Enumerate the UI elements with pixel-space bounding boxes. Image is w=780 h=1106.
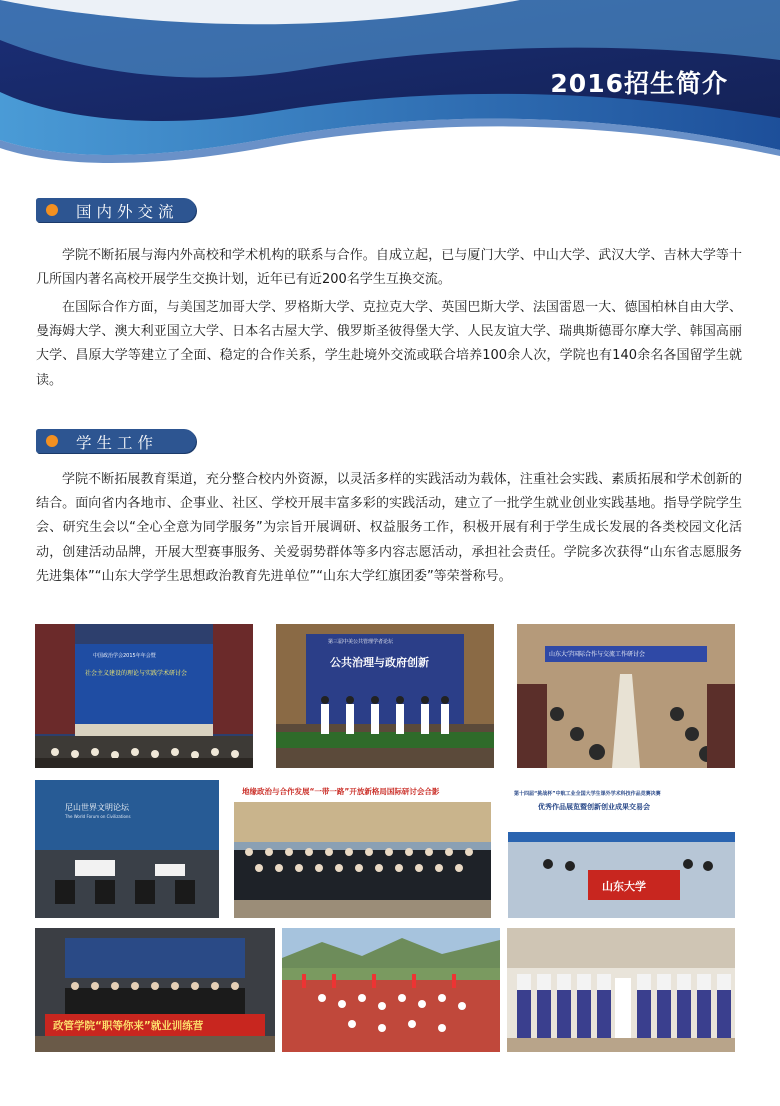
orange-bullet-icon (46, 204, 58, 216)
orange-bullet-icon (46, 435, 58, 447)
exchange-paragraph-1: 学院不断拓展与海内外高校和学术机构的联系与合作。自成立起，已与厦门大学、中山大学、武汉大学、吉林大学等十几所国内著名高校开展学生交换计划，近年已有近200名学生互换交流。 (36, 248, 742, 288)
section-header-exchange (36, 198, 196, 222)
photo-caption: 中国政治学会2015年年会暨 (93, 653, 156, 659)
photo-employment-camp (35, 928, 275, 1052)
photo-banner-text: 山东大学国际合作与交流工作研讨会 (549, 651, 646, 658)
exchange-paragraph-2: 在国际合作方面，与美国芝加哥大学、罗格斯大学、克拉克大学、英国巴斯大学、法国雷恩一大、德国柏林自由大学、曼海姆大学、澳大利亚国立大学、日本名古屋大学、俄罗斯圣彼得堡大学、人民友谊大学、瑞典斯德哥尔摩大学、韩国高丽大学、昌原大学等建立了全面、稳定的合作关系，学生赴境外交流或联合培养100余人次，学院也有140余名各国留学生就读。 (36, 300, 742, 388)
photo-banner-text: 地缘政治与合作发展“一带一路”开放新格局国际研讨会合影 (242, 787, 440, 796)
photo-caption: 第十四届“挑战杯”中航工业全国大学生课外学术科技作品竞赛决赛 (514, 791, 661, 797)
flag-text: 山东大学 (602, 880, 646, 893)
photo-political-science-conference (35, 624, 253, 768)
photo-subcaption: The World Forum on Civilizations (65, 814, 131, 819)
photo-public-governance-forum (276, 624, 494, 768)
photo-meeting-table (517, 624, 735, 768)
section-title: 国内外交流 (76, 203, 179, 221)
photo-banner-text: 优秀作品展览暨创新创业成果交易会 (538, 803, 650, 811)
photo-caption: 第三届中美公共管理学者论坛 (328, 639, 394, 645)
photo-banner-text: 政管学院“职等你来”就业训练营 (53, 1020, 204, 1032)
photo-field-performance (282, 928, 500, 1052)
page-title: 2016招生简介 (550, 69, 728, 98)
section-header-student-work (36, 429, 196, 453)
photo-banner-text: 社会主义建设的理论与实践学术研讨会 (85, 670, 188, 677)
header-banner (0, 0, 780, 190)
photo-choir-performance (507, 928, 735, 1052)
photo-banner-text: 公共治理与政府创新 (330, 656, 429, 669)
student-work-paragraph: 学院不断拓展教育渠道，充分整合校内外资源，以灵活多样的实践活动为载体，注重社会实践、素质拓展和学术创新的结合。面向省内各地市、企事业、社区、学校开展丰富多彩的实践活动，建立了一批学生就业创业实践基地。指导学院学生会、研究生会以“全心全意为同学服务”为宗旨开展调研、权益服务工作，积极开展有利于学生成长发展的各类校园文化活动，创建活动品牌，开展大型赛事服务、关爱弱势群体等多内容志愿活动，承担社会责任。学院多次获得“山东省志愿服务先进集体”“山东大学学生思想政治教育先进单位”“山东大学红旗团委”等荣誉称号。 (36, 472, 742, 584)
section-title: 学生工作 (76, 434, 159, 452)
photo-belt-road-seminar-group (234, 780, 491, 918)
photo-nishan-forum (35, 780, 219, 918)
photo-caption: 尼山世界文明论坛 (65, 803, 129, 812)
photo-challenge-cup-exhibition (508, 780, 735, 918)
